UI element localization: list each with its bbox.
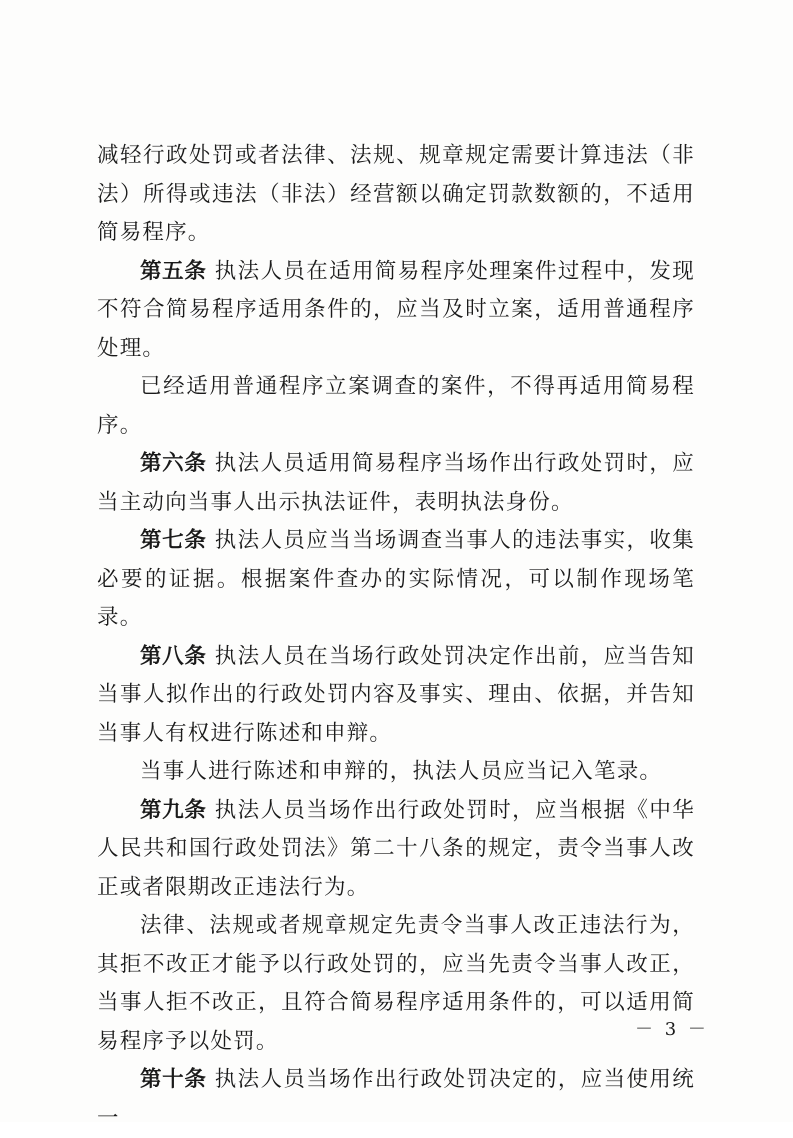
article-title: 第七条 — [140, 528, 207, 553]
paragraph-text: 执法人员当场作出行政处罚时，应当根据《中华人民共和国行政处罚法》第二十八条的规定，责令当事人改正或者限期改正违法行为。 — [97, 797, 695, 900]
paragraph-3 — [97, 368, 695, 445]
paragraph-text: 执法人员在当场行政处罚决定作出前，应当告知当事人拟作出的行政处罚内容及事实、理由、依据，并告知当事人有权进行陈述和申辩。 — [97, 643, 695, 746]
paragraph-article-6 — [97, 445, 695, 522]
paragraph-article-9 — [97, 792, 695, 908]
article-title: 第九条 — [140, 797, 207, 823]
article-title: 第十条 — [140, 1067, 207, 1092]
paragraph-9 — [97, 907, 695, 1061]
paragraph-text: 当事人进行陈述和申辩的，执法人员应当记入笔录。 — [140, 759, 663, 784]
paragraph-article-5 — [97, 253, 695, 369]
article-title: 第五条 — [140, 258, 207, 284]
paragraph-1 — [97, 137, 695, 253]
document-body — [97, 137, 695, 1138]
paragraph-article-10 — [97, 1061, 695, 1138]
paragraph-text: 执法人员应当当场调查当事人的违法事实，收集必要的证据。根据案件查办的实际情况，可以制作现场笔录。 — [97, 528, 695, 630]
paragraph-7 — [97, 753, 695, 792]
article-title: 第六条 — [140, 451, 207, 476]
paragraph-text: 减轻行政处罚或者法律、法规、规章规定需要计算违法（非法）所得或违法（非法）经营额以确定罚款数额的，不适用简易程序。 — [97, 143, 695, 245]
paragraph-article-7 — [97, 522, 695, 638]
paragraph-article-8 — [97, 638, 695, 754]
article-title: 第八条 — [140, 643, 207, 669]
paragraph-text: 执法人员适用简易程序当场作出行政处罚时，应当主动向当事人出示执法证件，表明执法身份。 — [97, 451, 695, 515]
page-number: － 3 － — [635, 1019, 709, 1040]
paragraph-text: 已经适用普通程序立案调查的案件，不得再适用简易程序。 — [97, 374, 695, 438]
paragraph-text: 执法人员在适用简易程序处理案件过程中，发现不符合简易程序适用条件的，应当及时立案，适用普通程序处理。 — [97, 258, 695, 361]
paragraph-text: 执法人员当场作出行政处罚决定的，应当使用统一 — [97, 1067, 695, 1131]
paragraph-text: 法律、法规或者规章规定先责令当事人改正违法行为，其拒不改正才能予以行政处罚的，应当先责令当事人改正，当事人拒不改正，且符合简易程序适用条件的，可以适用简易程序予以处罚。 — [97, 913, 695, 1054]
